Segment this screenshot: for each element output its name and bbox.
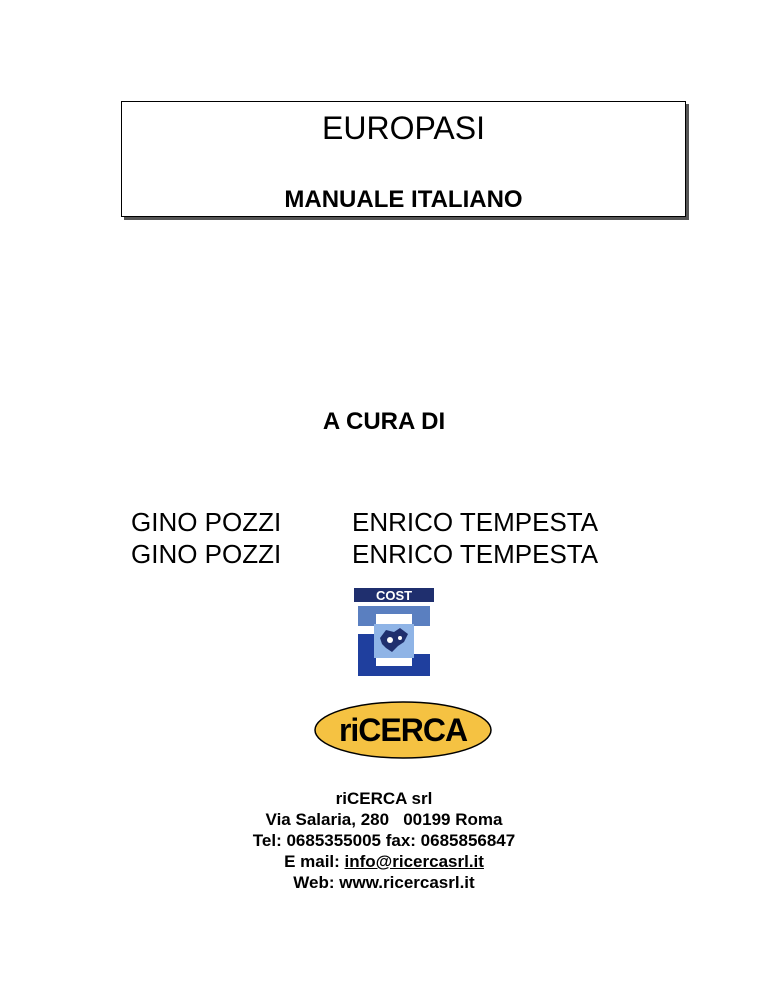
email-label: E mail: [284, 852, 345, 871]
cost-logo [352, 586, 436, 681]
ricerca-logo [313, 700, 493, 760]
curated-by-label: A CURA DI [322, 408, 446, 435]
author-right [352, 506, 598, 570]
title-box [121, 101, 686, 217]
company-name: riCERCA srl [335, 789, 433, 808]
author-name: GINO POZZI [131, 507, 282, 537]
author-name: ENRICO TEMPESTA [352, 539, 599, 569]
author-name: GINO POZZI [131, 539, 282, 569]
company-email-line [0, 851, 768, 872]
ricerca-logo-text: riCERCA [338, 712, 468, 748]
email-link[interactable]: info@ricercasrl.it [344, 852, 484, 871]
company-address: Via Salaria, 280 00199 Roma [265, 810, 503, 829]
company-phone: Tel: 0685355005 fax: 0685856847 [252, 831, 516, 850]
company-web: Web: www.ricercasrl.it [293, 873, 475, 892]
contact-block [0, 788, 768, 893]
document-subtitle: MANUALE ITALIANO [284, 186, 523, 213]
document-title: EUROPASI [322, 110, 485, 146]
author-name: ENRICO TEMPESTA [352, 507, 599, 537]
author-left [131, 506, 281, 570]
cost-logo-text: COST [375, 588, 413, 603]
